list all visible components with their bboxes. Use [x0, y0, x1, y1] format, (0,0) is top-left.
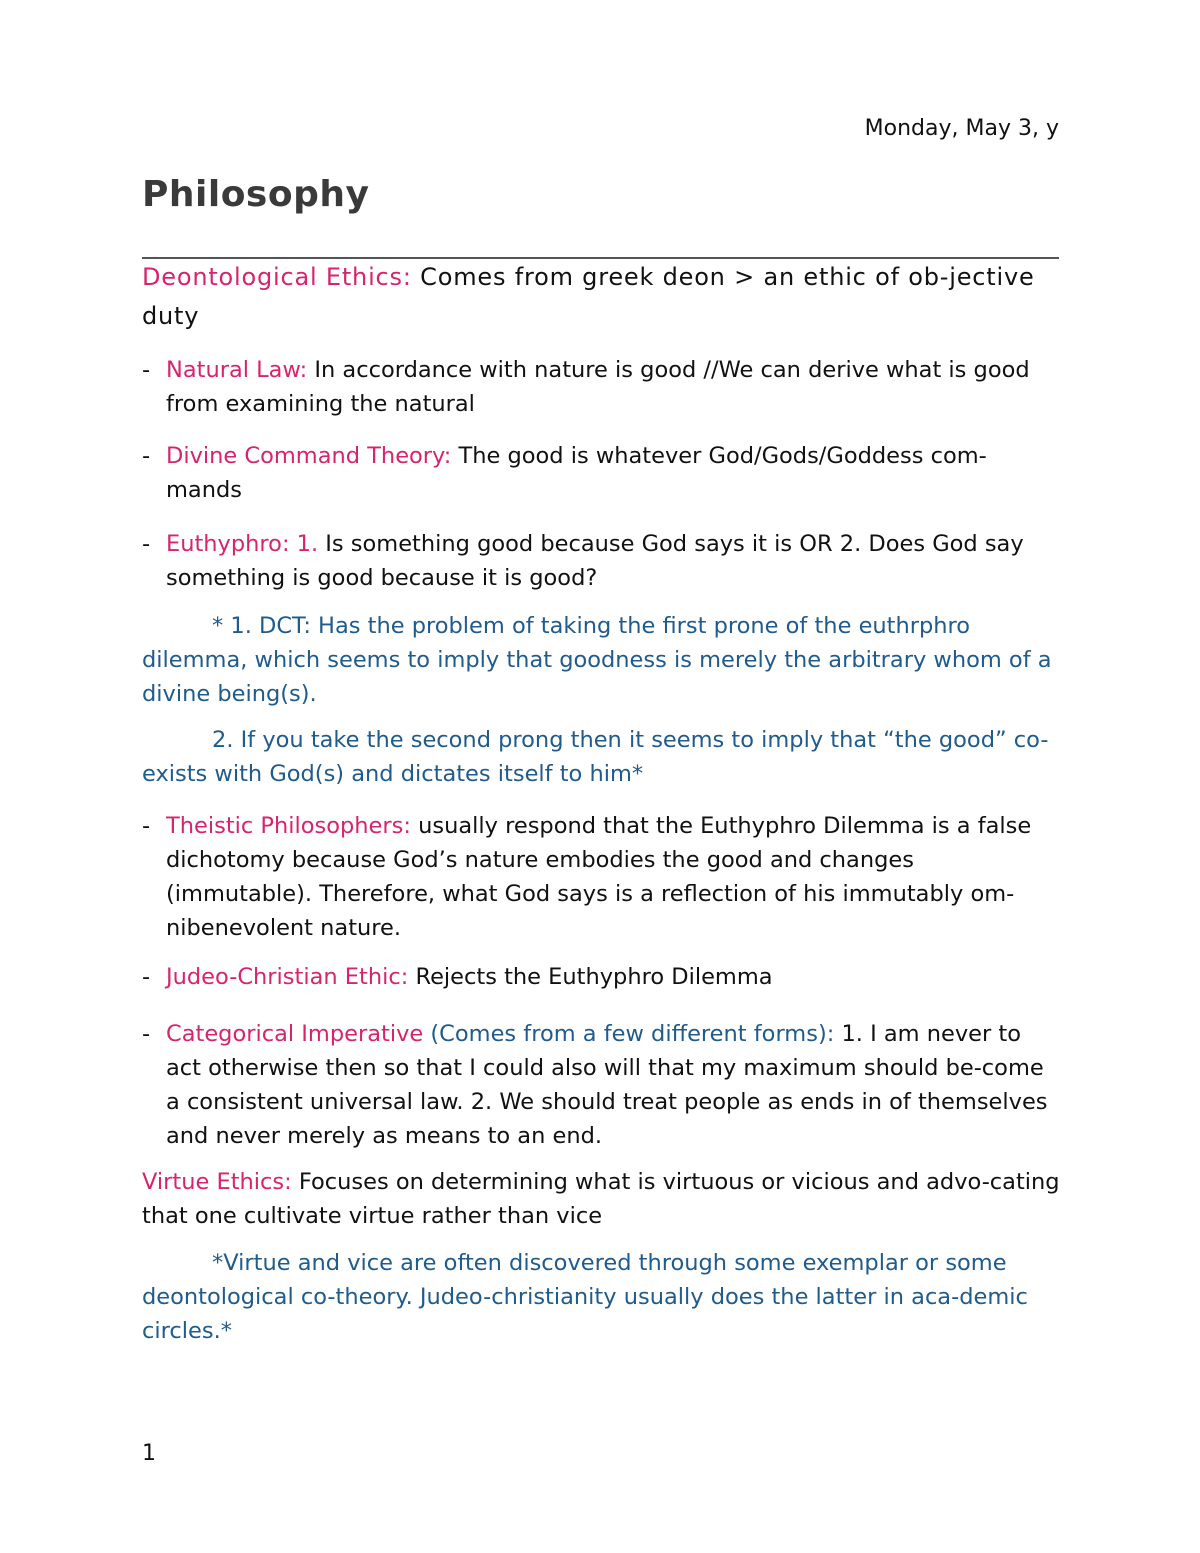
list-item — [142, 1017, 1062, 1153]
term-natural-law: Natural Law: — [166, 357, 308, 383]
date-header: Monday, May 3, y — [864, 116, 1059, 141]
list-item — [142, 809, 1062, 945]
list-dash: - — [142, 813, 151, 839]
qualifier-categorical: (Comes from a few different forms): — [430, 1021, 835, 1047]
definition-natural-law: In accordance with nature is good //We can derive what is good from examining the natural — [166, 357, 1030, 417]
note-second-prong: 2. If you take the second prong then it seems to imply that “the good” co-exists with God(s) and dictates itself to him* — [142, 727, 1049, 787]
term-euthyphro: Euthyphro: 1. — [166, 531, 319, 557]
list-item — [142, 353, 1062, 421]
term-theistic: Theistic Philosophers: — [166, 813, 411, 839]
section-deontological — [142, 258, 1062, 336]
list-item — [142, 527, 1062, 595]
term-virtue: Virtue Ethics: — [142, 1169, 292, 1195]
list-item — [142, 960, 1062, 994]
section-virtue — [142, 1165, 1062, 1233]
note-virtue: *Virtue and vice are often discovered through some exemplar or some deontological co-theory. Judeo-christianity usually does the latter in aca-demic circles.* — [142, 1250, 1028, 1344]
note-dct: * 1. DCT: Has the problem of taking the first prone of the euthrphro dilemma, which seems to imply that goodness is merely the arbitrary whom of a divine being(s). — [142, 613, 1052, 707]
term-judeo-christian: Judeo-Christian Ethic: — [166, 964, 409, 990]
definition-categorical: 1. I am never to act otherwise then so that I could also will that my maximum should be-come a consistent universal law. 2. We should treat people as ends in of themselves and never merely as means to an end. — [166, 1021, 1048, 1149]
definition-divine-command: The good is whatever God/Gods/Goddess com-mands — [166, 443, 987, 503]
list-dash: - — [142, 1021, 151, 1047]
definition-theistic: usually respond that the Euthyphro Dilemma is a false dichotomy because God’s nature embodies the good and changes (immutable). Therefore, what God says is a reflection of his immutably om-nibenevolent nature. — [166, 813, 1032, 941]
definition-virtue: Focuses on determining what is virtuous or vicious and advo-cating that one cultivate virtue rather than vice — [142, 1169, 1060, 1229]
term-deontological: Deontological Ethics: — [142, 263, 412, 291]
list-dash: - — [142, 964, 151, 990]
definition-euthyphro: Is something good because God says it is OR 2. Does God say something is good because it is good? — [166, 531, 1024, 591]
term-divine-command: Divine Command Theory: — [166, 443, 452, 469]
list-dash: - — [142, 357, 151, 383]
page-title: Philosophy — [142, 174, 370, 215]
term-categorical: Categorical Imperative — [166, 1021, 424, 1047]
list-item — [142, 439, 1062, 507]
list-dash: - — [142, 531, 151, 557]
definition-judeo-christian: Rejects the Euthyphro Dilemma — [415, 964, 773, 990]
definition-deontological: Comes from greek deon > an ethic of ob-jective duty — [142, 263, 1035, 330]
page-number: 1 — [142, 1441, 156, 1466]
list-dash: - — [142, 443, 151, 469]
